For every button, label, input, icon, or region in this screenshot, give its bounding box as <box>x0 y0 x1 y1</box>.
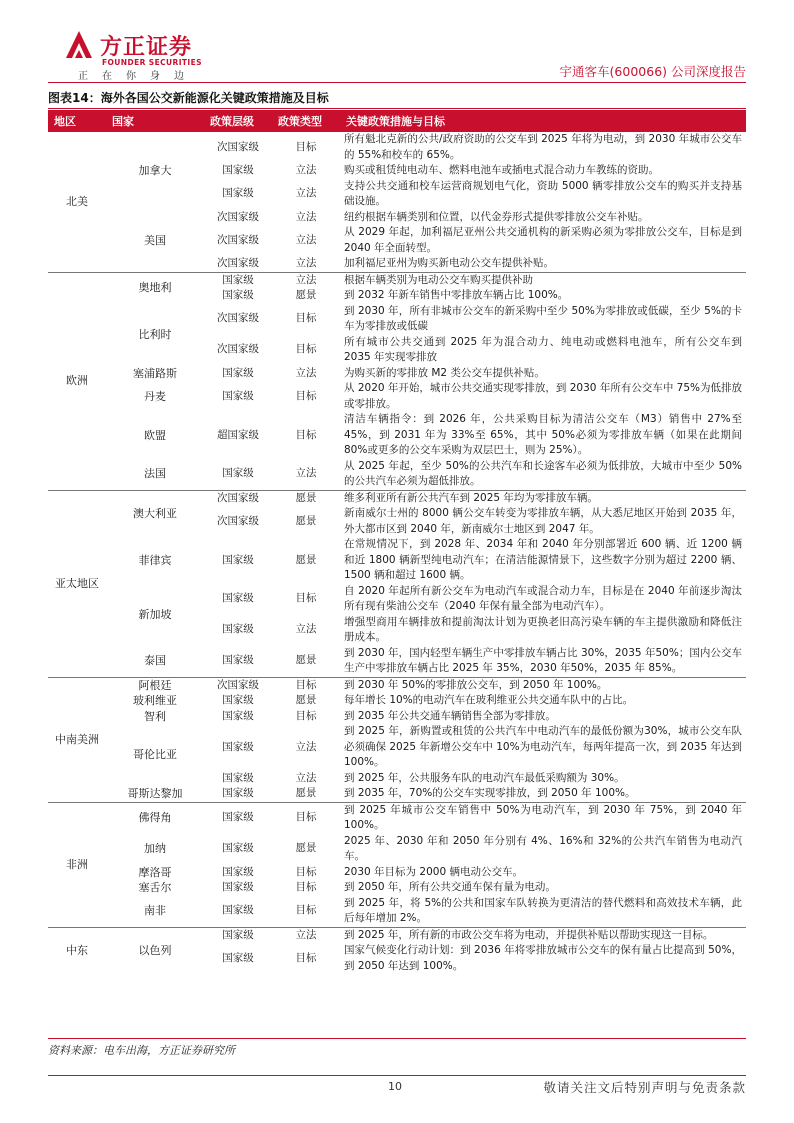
measure-cell: 增强型商用车辆排放和提前淘汰计划为更换老旧高污染车辆的车主提供激励和降低注册成本。 <box>344 615 742 643</box>
measure-cell: 自 2020 年起所有新公交车为电动汽车或混合动力车，目标是在 2040 年前逐步淘汰所有现有柴油公交车（2040 年保有量全部为电动汽车）。 <box>344 584 742 612</box>
level-cell: 超国家级 <box>217 428 259 441</box>
measure-cell: 到 2025 年，所有新的市政公交车将为电动，并提供补贴以帮助实现这一目标。 <box>344 928 714 941</box>
level-cell: 国家级 <box>222 389 254 402</box>
country-cell: 加拿大 <box>138 164 172 177</box>
measure-cell: 清洁车辆指令：到 2026 年，公共采购目标为清洁公交车（M3）销售中 27%至 45%，到 2031 年为 33%至 65%，其中 50%必须为零排放车辆（如果在此期间 80%或更多的公交车采购为双层巴士，则为 25%）。 <box>344 413 742 456</box>
type-cell: 愿景 <box>295 514 317 527</box>
table-row <box>48 724 746 771</box>
country-cell: 摩洛哥 <box>138 865 172 879</box>
type-cell: 目标 <box>295 140 317 153</box>
disclaimer: 敬请关注文后特别声明与免责条款 <box>543 1080 746 1095</box>
country-cell: 法国 <box>106 459 204 491</box>
table-header-row <box>48 110 746 132</box>
measure-cell: 纽约根据车辆类别和位置，以代金券形式提供零排放公交车补贴。 <box>344 210 649 223</box>
type-cell: 立法 <box>295 740 317 753</box>
column-header-country: 国家 <box>106 110 204 132</box>
level-cell: 国家级 <box>222 771 254 784</box>
measure-cell: 到 2025 年城市公交车销售中 50%为电动汽车，到 2030 年 75%，到 2040 年 100%。 <box>344 803 742 831</box>
level-cell: 国家级 <box>222 289 254 301</box>
region-cell: 亚太地区 <box>48 490 106 677</box>
type-cell: 目标 <box>295 709 317 722</box>
type-cell: 目标 <box>295 951 317 964</box>
measure-cell: 从 2020 年开始，城市公共交通实现零排放，到 2030 年所有公交车中 75%为低排放或零排放。 <box>344 382 742 410</box>
header-divider <box>48 82 746 83</box>
type-cell: 目标 <box>295 389 317 402</box>
measure-cell: 2030 年目标为 2000 辆电动公交车。 <box>344 865 523 878</box>
level-cell: 国家级 <box>222 366 254 379</box>
type-cell: 立法 <box>295 233 317 246</box>
measure-cell: 在常规情况下，到 2028 年、2034 年和 2040 年分别部署近 600 辆、近 1200 辆和近 1800 辆新型纯电动汽车；在清洁能源情景下，这些数字分别为超过 2200 辆、1500 辆和超过 1600 辆。 <box>344 538 742 581</box>
level-cell: 国家级 <box>222 623 254 636</box>
table-row <box>48 366 746 382</box>
table-row <box>48 381 746 412</box>
table-row <box>48 537 746 584</box>
column-header-region: 地区 <box>48 110 106 132</box>
level-cell: 次国家级 <box>217 678 259 691</box>
type-cell: 愿景 <box>272 646 340 678</box>
type-cell: 目标 <box>295 881 317 893</box>
region-cell: 中南美洲 <box>48 677 106 802</box>
level-cell: 次国家级 <box>217 514 259 527</box>
measure-cell: 到 2030 年，所有非城市公交车的新采购中至少 50%为零排放或低碳，至少 5%的卡车为零排放或低碳 <box>344 304 742 332</box>
level-cell: 国家级 <box>222 187 254 200</box>
level-cell: 国家级 <box>222 740 254 753</box>
table-row <box>48 802 746 834</box>
measure-cell: 从 2029 年起，加利福尼亚州公共交通机构的新采购必须为零排放公交车，目标是到 2040 年全面转型。 <box>344 226 742 254</box>
level-cell: 次国家级 <box>217 491 259 504</box>
table-row <box>48 490 746 506</box>
measure-cell: 购买或租赁纯电动车、燃料电池车或插电式混合动力车教练的资助。 <box>344 164 659 176</box>
country-cell: 阿根廷 <box>138 678 172 692</box>
type-cell: 立法 <box>295 164 317 176</box>
type-cell: 立法 <box>295 273 317 286</box>
measure-cell: 到 2050 年，所有公共交通车保有量为电动。 <box>344 881 556 893</box>
type-cell: 愿景 <box>295 842 317 855</box>
country-cell: 以色列 <box>138 944 172 957</box>
type-cell: 目标 <box>295 678 317 691</box>
type-cell: 目标 <box>295 428 317 441</box>
measure-cell: 到 2030 年，国内轻型车辆生产中零排放车辆占比 30%，2035 年50%；国内公交车生产中零排放车辆占比 2025 年 35%，2030 年50%，2035 年 85%。 <box>340 646 746 678</box>
column-header-type: 政策类型 <box>272 110 340 132</box>
measure-cell: 加利福尼亚州为购买新电动公交车提供补贴。 <box>340 256 746 272</box>
type-cell: 立法 <box>295 771 317 784</box>
measure-cell: 每年增长 10%的电动汽车在玻利维亚公共交通车队中的占比。 <box>344 694 634 706</box>
level-cell: 国家级 <box>222 709 254 722</box>
level-cell: 国家级 <box>222 553 254 566</box>
source-note: 资料来源：电车出海，方正证券研究所 <box>48 1044 235 1057</box>
level-cell: 国家级 <box>222 592 254 605</box>
type-cell: 立法 <box>272 459 340 491</box>
figure-bottom-divider <box>48 1038 746 1039</box>
page-number: 10 <box>388 1080 402 1093</box>
measure-cell: 根据车辆类别为电动公交车购买提供补助 <box>344 273 533 286</box>
measure-cell: 到 2025 年，将 5%的公共和国家车队转换为更清洁的替代燃料和高效技术车辆，此后每年增加 2%。 <box>340 896 746 928</box>
type-cell: 立法 <box>295 623 317 636</box>
report-title: 宇通客车(600066) 公司深度报告 <box>559 64 746 79</box>
country-cell: 智利 <box>144 709 166 723</box>
logo-cn-text: 方正证券 <box>100 35 193 60</box>
type-cell: 目标 <box>295 865 317 878</box>
level-cell: 国家级 <box>222 164 254 176</box>
country-cell: 塞浦路斯 <box>133 366 177 380</box>
measure-cell: 到 2025 年，新购置或租赁的公共汽车中电动汽车的最低份额为30%，城市公交车队必须确保 2025 年新增公交车中 10%为电动汽车，每两年提高一次，到 2035 年达到 100%。 <box>344 725 742 768</box>
type-cell: 立法 <box>295 187 317 200</box>
measure-cell: 新南威尔士州的 8000 辆公交车转变为零排放车辆，从大悉尼地区开始到 2035 年，外大都市区到 2040 年，新南威尔士地区到 2047 年。 <box>344 507 742 535</box>
country-cell: 欧盟 <box>144 428 166 442</box>
measure-cell: 为购买新的零排放 M2 类公交车提供补贴。 <box>344 366 545 379</box>
country-cell: 丹麦 <box>144 389 166 403</box>
level-cell: 国家级 <box>204 459 272 491</box>
country-cell: 塞舌尔 <box>138 881 172 894</box>
measure-cell: 到 2030 年 50%的零排放公交车，到 2050 年 100%。 <box>344 678 608 691</box>
measure-cell: 到 2025 年，公共服务车队的电动汽车最低采购额为 30%。 <box>344 771 625 784</box>
level-cell: 国家级 <box>204 786 272 802</box>
figure-title-divider <box>48 108 746 109</box>
level-cell: 国家级 <box>222 842 254 855</box>
table-row <box>48 459 746 491</box>
country-cell: 奥地利 <box>138 281 172 295</box>
region-cell: 欧洲 <box>48 272 106 490</box>
table-row <box>48 646 746 678</box>
level-cell: 次国家级 <box>217 312 259 325</box>
table-row <box>48 210 746 226</box>
level-cell: 国家级 <box>222 273 254 286</box>
level-cell: 次国家级 <box>204 256 272 272</box>
table-row <box>48 693 746 709</box>
table-row <box>48 272 746 288</box>
policy-table <box>48 110 746 974</box>
type-cell: 立法 <box>295 928 317 941</box>
country-cell: 比利时 <box>138 327 172 341</box>
table-row <box>48 304 746 335</box>
country-cell: 哥伦比亚 <box>133 748 177 762</box>
measure-cell: 到 2032 年新车销售中零排放车辆占比 100%。 <box>344 289 569 301</box>
measure-cell: 所有城市公共交通到 2025 年为混合动力、纯电动或燃料电池车，所有公交车到 2035 年实现零排放 <box>344 335 742 363</box>
table-row <box>48 677 746 693</box>
level-cell: 国家级 <box>222 865 254 878</box>
country-cell: 佛得角 <box>138 811 172 825</box>
table-row <box>48 880 746 896</box>
type-cell: 愿景 <box>272 786 340 802</box>
table-row <box>48 132 746 163</box>
footer-divider <box>48 1075 746 1076</box>
country-cell: 菲律宾 <box>138 553 172 567</box>
level-cell: 国家级 <box>222 694 254 706</box>
table-row <box>48 412 746 459</box>
measure-cell: 国家气候变化行动计划：到 2036 年将零排放城市公交车的保有量占比提高到 50%，到 2050 年达到 100%。 <box>344 944 742 972</box>
column-header-measures: 关键政策措施与目标 <box>340 110 746 132</box>
measure-cell: 到 2035 年公共交通车辆销售全部为零排放。 <box>344 709 556 722</box>
region-cell: 北美 <box>48 132 106 272</box>
measure-cell: 2025 年、2030 年和 2050 年分别有 4%、16%和 32%的公共汽车销售为电动汽车。 <box>344 834 742 862</box>
level-cell: 次国家级 <box>217 343 259 356</box>
table-row <box>48 709 746 725</box>
type-cell: 目标 <box>295 811 317 824</box>
country-cell: 澳大利亚 <box>133 507 177 520</box>
type-cell: 目标 <box>295 312 317 325</box>
level-cell: 国家级 <box>222 951 254 964</box>
logo-en-text: FOUNDER SECURITIES <box>102 58 202 67</box>
type-cell: 立法 <box>272 256 340 272</box>
type-cell: 立法 <box>295 210 317 223</box>
country-cell: 南非 <box>106 896 204 928</box>
country-cell: 玻利维亚 <box>133 694 177 707</box>
slogan: 正在你身边 <box>78 71 198 82</box>
type-cell: 愿景 <box>295 289 317 301</box>
measure-cell: 从 2025 年起，至少 50%的公共汽车和长途客车必须为低排放，大城市中至少 50%的公共汽车必须为超低排放。 <box>340 459 746 491</box>
measure-cell: 维多利亚所有新公共汽车到 2025 年均为零排放车辆。 <box>344 491 598 504</box>
level-cell: 国家级 <box>222 928 254 941</box>
level-cell: 国家级 <box>204 646 272 678</box>
measure-cell: 支持公共交通和校车运营商规划电气化，资助 5000 辆零排放公交车的购买并支持基础设施。 <box>344 179 742 207</box>
country-cell: 美国 <box>106 210 204 273</box>
type-cell: 愿景 <box>295 694 317 706</box>
figure-title: 图表14：海外各国公交新能源化关键政策措施及目标 <box>48 91 329 105</box>
country-cell: 加纳 <box>144 842 166 856</box>
measure-cell: 到 2035 年，70%的公交车实现零排放，到 2050 年 100%。 <box>340 786 746 802</box>
column-header-level: 政策层级 <box>204 110 272 132</box>
founder-logo-icon <box>62 28 96 62</box>
table-row <box>48 896 746 928</box>
table-row <box>48 786 746 802</box>
type-cell: 愿景 <box>295 553 317 566</box>
country-cell: 新加坡 <box>138 607 172 621</box>
type-cell: 目标 <box>295 592 317 605</box>
level-cell: 国家级 <box>222 881 254 893</box>
measure-cell: 所有魁北克新的公共/政府资助的公交车到 2025 年将为电动，到 2030 年城市公交车的 55%和校车的 65%。 <box>344 133 742 161</box>
type-cell: 目标 <box>295 343 317 356</box>
table-row <box>48 834 746 865</box>
level-cell: 次国家级 <box>217 210 259 223</box>
level-cell: 国家级 <box>222 811 254 824</box>
level-cell: 国家级 <box>204 896 272 928</box>
type-cell: 立法 <box>295 366 317 379</box>
level-cell: 次国家级 <box>217 233 259 246</box>
type-cell: 愿景 <box>295 491 317 504</box>
table-row <box>48 865 746 881</box>
country-cell: 哥斯达黎加 <box>106 786 204 802</box>
type-cell: 目标 <box>272 896 340 928</box>
country-cell: 泰国 <box>106 646 204 678</box>
table-row <box>48 927 746 943</box>
region-cell: 中东 <box>66 944 88 957</box>
table-row <box>48 584 746 615</box>
region-cell: 非洲 <box>48 802 106 927</box>
level-cell: 次国家级 <box>217 140 259 153</box>
